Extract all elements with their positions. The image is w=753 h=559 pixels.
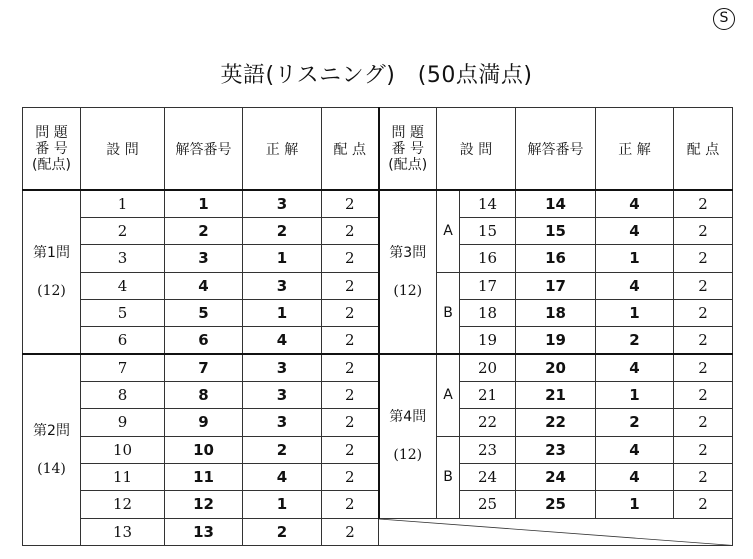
header-setsumon-right: 設 問 — [437, 108, 516, 191]
right-answer-no: 22 — [516, 409, 596, 436]
left-setsumon: 1 — [81, 190, 165, 217]
blank-cell — [379, 518, 733, 545]
right-points: 2 — [674, 327, 733, 354]
right-correct: 4 — [596, 463, 674, 490]
left-points: 2 — [322, 436, 379, 463]
header-correct-right: 正 解 — [596, 108, 674, 191]
header-points-right: 配 点 — [674, 108, 733, 191]
header-answer-no-right: 解答番号 — [516, 108, 596, 191]
right-correct: 2 — [596, 409, 674, 436]
left-answer-no: 11 — [165, 463, 243, 490]
right-points: 2 — [674, 436, 733, 463]
table-row — [23, 463, 733, 490]
right-setsumon: 14 — [460, 190, 516, 217]
right-answer-no: 15 — [516, 217, 596, 244]
right-answer-no: 20 — [516, 354, 596, 381]
left-correct: 3 — [243, 272, 322, 299]
left-points: 2 — [322, 272, 379, 299]
right-correct: 2 — [596, 327, 674, 354]
group-points: (14) — [37, 461, 66, 478]
group-name: 第3問 — [389, 245, 427, 262]
sub-label: A — [437, 354, 460, 436]
table-row — [23, 299, 733, 326]
group-cell-q3 — [379, 190, 437, 354]
left-setsumon: 9 — [81, 409, 165, 436]
sub-label: B — [437, 436, 460, 518]
left-points: 2 — [322, 190, 379, 217]
table-row — [23, 354, 733, 381]
circled-s-mark: S — [713, 8, 735, 30]
header-q-no-right: 問 題 番 号 (配点) — [379, 108, 437, 191]
left-answer-no: 4 — [165, 272, 243, 299]
left-points: 2 — [322, 518, 379, 545]
left-correct: 1 — [243, 299, 322, 326]
right-setsumon: 16 — [460, 245, 516, 272]
left-points: 2 — [322, 354, 379, 381]
right-correct: 1 — [596, 491, 674, 518]
left-answer-no: 9 — [165, 409, 243, 436]
left-points: 2 — [322, 245, 379, 272]
header-q-no: 問 題 番 号 (配点) — [23, 108, 81, 191]
left-points: 2 — [322, 327, 379, 354]
left-setsumon: 11 — [81, 463, 165, 490]
right-setsumon: 21 — [460, 381, 516, 408]
table-row — [23, 491, 733, 518]
left-answer-no: 12 — [165, 491, 243, 518]
group-name: 第2問 — [33, 423, 70, 440]
left-answer-no: 6 — [165, 327, 243, 354]
right-points: 2 — [674, 272, 733, 299]
left-correct: 1 — [243, 245, 322, 272]
left-setsumon: 4 — [81, 272, 165, 299]
right-setsumon: 18 — [460, 299, 516, 326]
group-name: 第4問 — [389, 409, 427, 426]
left-correct: 1 — [243, 491, 322, 518]
left-setsumon: 2 — [81, 217, 165, 244]
left-correct: 3 — [243, 190, 322, 217]
right-answer-no: 17 — [516, 272, 596, 299]
left-correct: 2 — [243, 436, 322, 463]
left-answer-no: 1 — [165, 190, 243, 217]
left-correct: 4 — [243, 327, 322, 354]
right-setsumon: 15 — [460, 217, 516, 244]
left-correct: 2 — [243, 518, 322, 545]
right-correct: 1 — [596, 299, 674, 326]
right-points: 2 — [674, 381, 733, 408]
right-correct: 4 — [596, 217, 674, 244]
group-name: 第1問 — [33, 245, 70, 262]
diagonal-line — [379, 519, 732, 545]
left-answer-no: 2 — [165, 217, 243, 244]
header-points: 配 点 — [322, 108, 379, 191]
left-answer-no: 5 — [165, 299, 243, 326]
right-answer-no: 25 — [516, 491, 596, 518]
table-row — [23, 272, 733, 299]
right-points: 2 — [674, 463, 733, 490]
group-cell-q1 — [23, 190, 81, 354]
header-correct: 正 解 — [243, 108, 322, 191]
group-cell-q2 — [23, 354, 81, 545]
right-points: 2 — [674, 245, 733, 272]
table-row — [23, 327, 733, 354]
right-correct: 4 — [596, 272, 674, 299]
left-points: 2 — [322, 463, 379, 490]
left-points: 2 — [322, 381, 379, 408]
right-points: 2 — [674, 190, 733, 217]
right-answer-no: 19 — [516, 327, 596, 354]
left-setsumon: 6 — [81, 327, 165, 354]
left-answer-no: 7 — [165, 354, 243, 381]
left-correct: 4 — [243, 463, 322, 490]
left-setsumon: 10 — [81, 436, 165, 463]
right-points: 2 — [674, 217, 733, 244]
header-setsumon: 設 問 — [81, 108, 165, 191]
table-row — [23, 436, 733, 463]
answer-table — [22, 107, 733, 546]
table-row — [23, 409, 733, 436]
table-row — [23, 381, 733, 408]
group-points: (12) — [393, 447, 423, 464]
left-answer-no: 10 — [165, 436, 243, 463]
left-correct: 3 — [243, 354, 322, 381]
right-setsumon: 20 — [460, 354, 516, 381]
left-correct: 2 — [243, 217, 322, 244]
table-row — [23, 190, 733, 217]
left-setsumon: 12 — [81, 491, 165, 518]
group-points: (12) — [393, 283, 423, 300]
left-setsumon: 7 — [81, 354, 165, 381]
left-points: 2 — [322, 409, 379, 436]
left-setsumon: 8 — [81, 381, 165, 408]
right-correct: 4 — [596, 354, 674, 381]
diagonal-strike — [379, 519, 732, 545]
right-points: 2 — [674, 409, 733, 436]
right-correct: 1 — [596, 381, 674, 408]
header-answer-no: 解答番号 — [165, 108, 243, 191]
left-answer-no: 8 — [165, 381, 243, 408]
right-answer-no: 23 — [516, 436, 596, 463]
right-answer-no: 21 — [516, 381, 596, 408]
right-answer-no: 14 — [516, 190, 596, 217]
table-body — [23, 190, 733, 545]
right-setsumon: 17 — [460, 272, 516, 299]
right-answer-no: 18 — [516, 299, 596, 326]
right-setsumon: 25 — [460, 491, 516, 518]
right-answer-no: 16 — [516, 245, 596, 272]
sub-label: A — [437, 190, 460, 272]
left-setsumon: 13 — [81, 518, 165, 545]
right-setsumon: 23 — [460, 436, 516, 463]
group-points: (12) — [37, 283, 66, 300]
left-answer-no: 3 — [165, 245, 243, 272]
left-setsumon: 3 — [81, 245, 165, 272]
left-correct: 3 — [243, 409, 322, 436]
right-setsumon: 19 — [460, 327, 516, 354]
left-answer-no: 13 — [165, 518, 243, 545]
table-row — [23, 245, 733, 272]
right-points: 2 — [674, 299, 733, 326]
left-points: 2 — [322, 491, 379, 518]
left-correct: 3 — [243, 381, 322, 408]
table-row — [23, 217, 733, 244]
left-points: 2 — [322, 217, 379, 244]
right-correct: 4 — [596, 190, 674, 217]
right-setsumon: 24 — [460, 463, 516, 490]
left-setsumon: 5 — [81, 299, 165, 326]
group-cell-q4 — [379, 354, 437, 518]
right-correct: 1 — [596, 245, 674, 272]
sub-label: B — [437, 272, 460, 354]
right-points: 2 — [674, 491, 733, 518]
table-row — [23, 518, 733, 545]
right-answer-no: 24 — [516, 463, 596, 490]
right-correct: 4 — [596, 436, 674, 463]
right-points: 2 — [674, 354, 733, 381]
left-points: 2 — [322, 299, 379, 326]
page-title: 英語(リスニング) (50点満点) — [220, 63, 533, 88]
header-row — [23, 108, 733, 191]
right-setsumon: 22 — [460, 409, 516, 436]
